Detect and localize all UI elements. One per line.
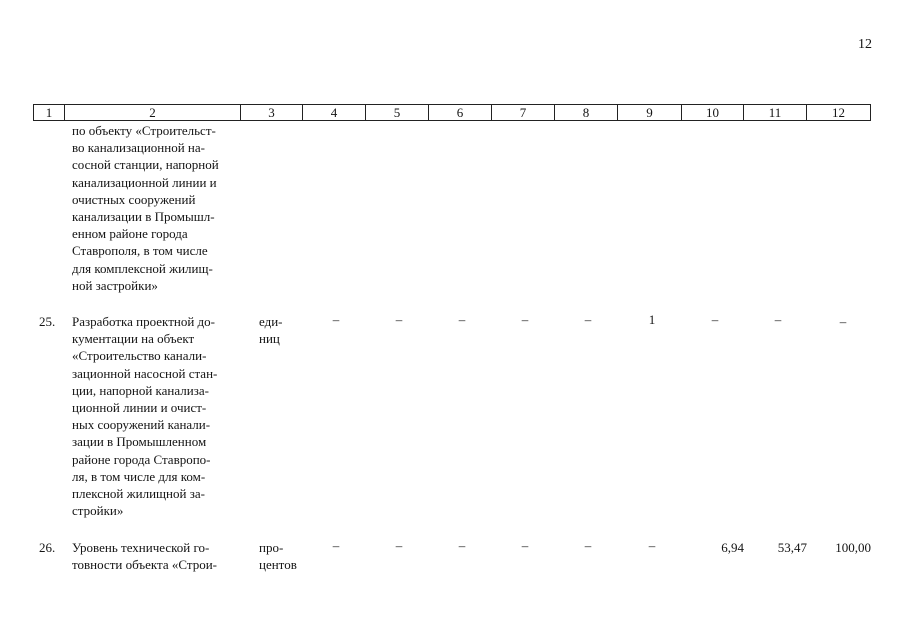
- header-col-8: 8: [555, 105, 618, 120]
- row-26-col-11: 53,47: [777, 540, 807, 555]
- row-25-col-12: –: [839, 314, 847, 329]
- row-26-col-5: –: [395, 538, 403, 553]
- continued-row-description: по объекту «Строительст- во канализационной на- сосной станции, напорной канализационной линии и очистных сооружений канализации в Промышл- енном районе города Ставрополя, в том числе для комплексной жилищ- ной застройки»: [72, 123, 219, 293]
- row-25-number: 25.: [39, 314, 56, 329]
- row-25-col-11: –: [774, 312, 782, 327]
- header-col-3: 3: [241, 105, 303, 120]
- header-col-9: 9: [618, 105, 682, 120]
- header-col-5: 5: [366, 105, 429, 120]
- row-26-col-4: –: [332, 538, 340, 553]
- header-col-10: 10: [682, 105, 744, 120]
- table-header-row: [33, 104, 871, 121]
- row-25-col-4: –: [332, 312, 340, 327]
- row-26-number: 26.: [39, 540, 56, 555]
- header-col-1: 1: [34, 105, 65, 120]
- row-26-description: Уровень технической го- товности объекта «Строи-: [72, 540, 217, 573]
- row-25-col-9: 1: [648, 312, 656, 327]
- row-26-col-7: –: [521, 538, 529, 553]
- header-col-4: 4: [303, 105, 366, 120]
- row-26-unit: про- центов: [259, 540, 297, 573]
- row-26-col-9: –: [648, 538, 656, 553]
- header-col-2: 2: [65, 105, 241, 120]
- row-25-col-10: –: [711, 312, 719, 327]
- header-col-12: 12: [832, 105, 845, 120]
- row-25-unit: еди- ниц: [259, 314, 283, 347]
- row-26-col-8: –: [584, 538, 592, 553]
- row-25-description: Разработка проектной до- кументации на объект «Строительство канали- зационной насосной стан- ции, напорной канализа- ционной линии и очист- ных сооружений канали- зации в Промышленном районе города Ставропо- ля, в том числе для ком- плексной жилищной за- стройки»: [72, 314, 218, 519]
- header-col-7: 7: [492, 105, 555, 120]
- row-26-col-12: 100,00: [835, 540, 871, 555]
- row-25-col-5: –: [395, 312, 403, 327]
- row-26-col-6: –: [458, 538, 466, 553]
- page-number: 12: [858, 37, 872, 52]
- row-26-col-10: 6,94: [721, 540, 744, 555]
- header-col-6: 6: [429, 105, 492, 120]
- row-25-col-6: –: [458, 312, 466, 327]
- row-25-col-7: –: [521, 312, 529, 327]
- row-25-col-8: –: [584, 312, 592, 327]
- header-col-11: 11: [744, 105, 807, 120]
